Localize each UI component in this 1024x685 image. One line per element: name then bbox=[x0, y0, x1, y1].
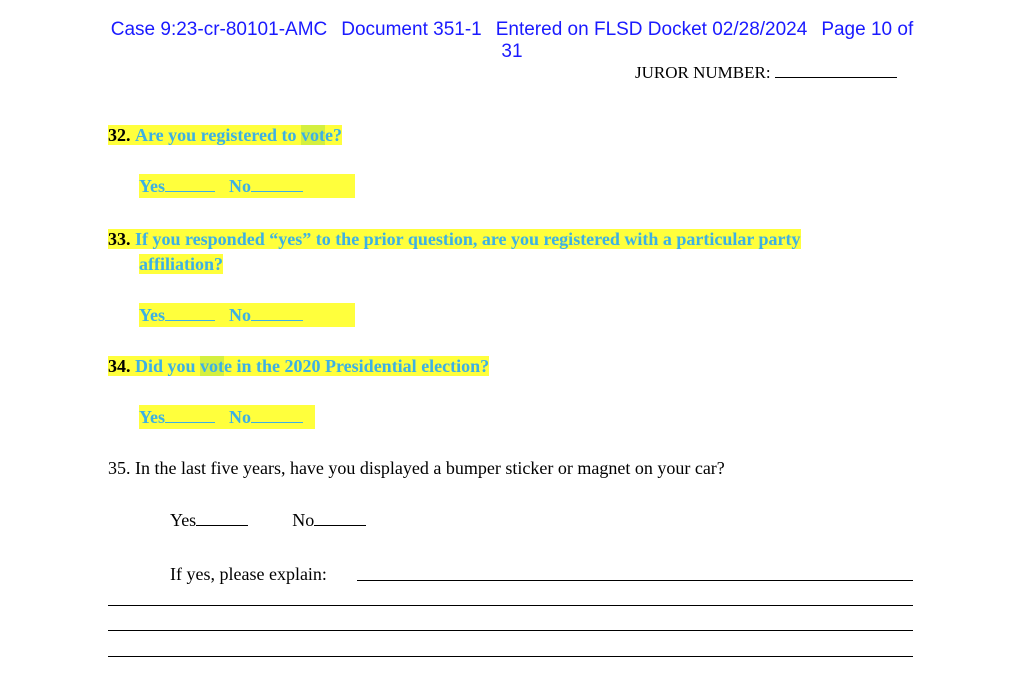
question-34 bbox=[108, 354, 489, 379]
case-number: Case 9:23-cr-80101-AMC bbox=[110, 19, 328, 40]
question-32 bbox=[108, 123, 342, 148]
yes-label: Yes bbox=[139, 305, 165, 325]
no-label: No bbox=[229, 407, 251, 427]
no-blank[interactable] bbox=[251, 175, 303, 192]
question-33-answers bbox=[139, 303, 355, 327]
question-32-text: Are you registered to vote? bbox=[135, 125, 342, 145]
explain-line-4[interactable] bbox=[108, 656, 913, 657]
no-blank[interactable] bbox=[251, 304, 303, 321]
question-33-line2 bbox=[139, 252, 223, 277]
juror-number-field bbox=[635, 62, 897, 84]
no-label: No bbox=[229, 176, 251, 196]
question-34-text: Did you vote in the 2020 Presidential election? bbox=[135, 356, 490, 376]
court-header bbox=[0, 19, 1024, 41]
explain-line-1[interactable] bbox=[357, 580, 913, 581]
question-35 bbox=[108, 456, 725, 481]
yes-blank[interactable] bbox=[165, 175, 215, 192]
document-number: Document 351-1 bbox=[341, 19, 482, 40]
question-32-answers bbox=[139, 174, 355, 198]
yes-label: Yes bbox=[170, 510, 197, 530]
page-total: 31 bbox=[501, 41, 523, 62]
explain-label: If yes, please explain: bbox=[170, 564, 327, 584]
yes-blank[interactable] bbox=[165, 304, 215, 321]
question-32-number: 32. bbox=[108, 125, 131, 145]
yes-blank[interactable] bbox=[165, 406, 215, 423]
yes-blank[interactable] bbox=[196, 509, 248, 526]
question-34-answers bbox=[139, 405, 315, 429]
question-34-number: 34. bbox=[108, 356, 131, 376]
no-blank[interactable] bbox=[251, 406, 303, 423]
docket-entry: Entered on FLSD Docket 02/28/2024 bbox=[495, 19, 808, 40]
juror-number-label: JUROR NUMBER: bbox=[635, 63, 771, 82]
question-33 bbox=[108, 227, 801, 252]
question-33-text-line1: If you responded “yes” to the prior question, are you registered with a particular party bbox=[135, 229, 801, 249]
page-indicator: Page 10 of bbox=[821, 19, 914, 40]
yes-label: Yes bbox=[139, 407, 165, 427]
question-35-number: 35. bbox=[108, 458, 131, 478]
no-label: No bbox=[292, 510, 315, 530]
no-label: No bbox=[229, 305, 251, 325]
explain-line-3[interactable] bbox=[108, 630, 913, 631]
question-33-number: 33. bbox=[108, 229, 131, 249]
explain-line-2[interactable] bbox=[108, 605, 913, 606]
no-blank[interactable] bbox=[314, 509, 366, 526]
juror-number-blank[interactable] bbox=[775, 62, 897, 78]
question-35-answers bbox=[170, 508, 366, 532]
question-35-text: In the last five years, have you displayed a bumper sticker or magnet on your car? bbox=[135, 458, 725, 478]
yes-label: Yes bbox=[139, 176, 165, 196]
question-33-text-line2: affiliation? bbox=[139, 254, 223, 274]
